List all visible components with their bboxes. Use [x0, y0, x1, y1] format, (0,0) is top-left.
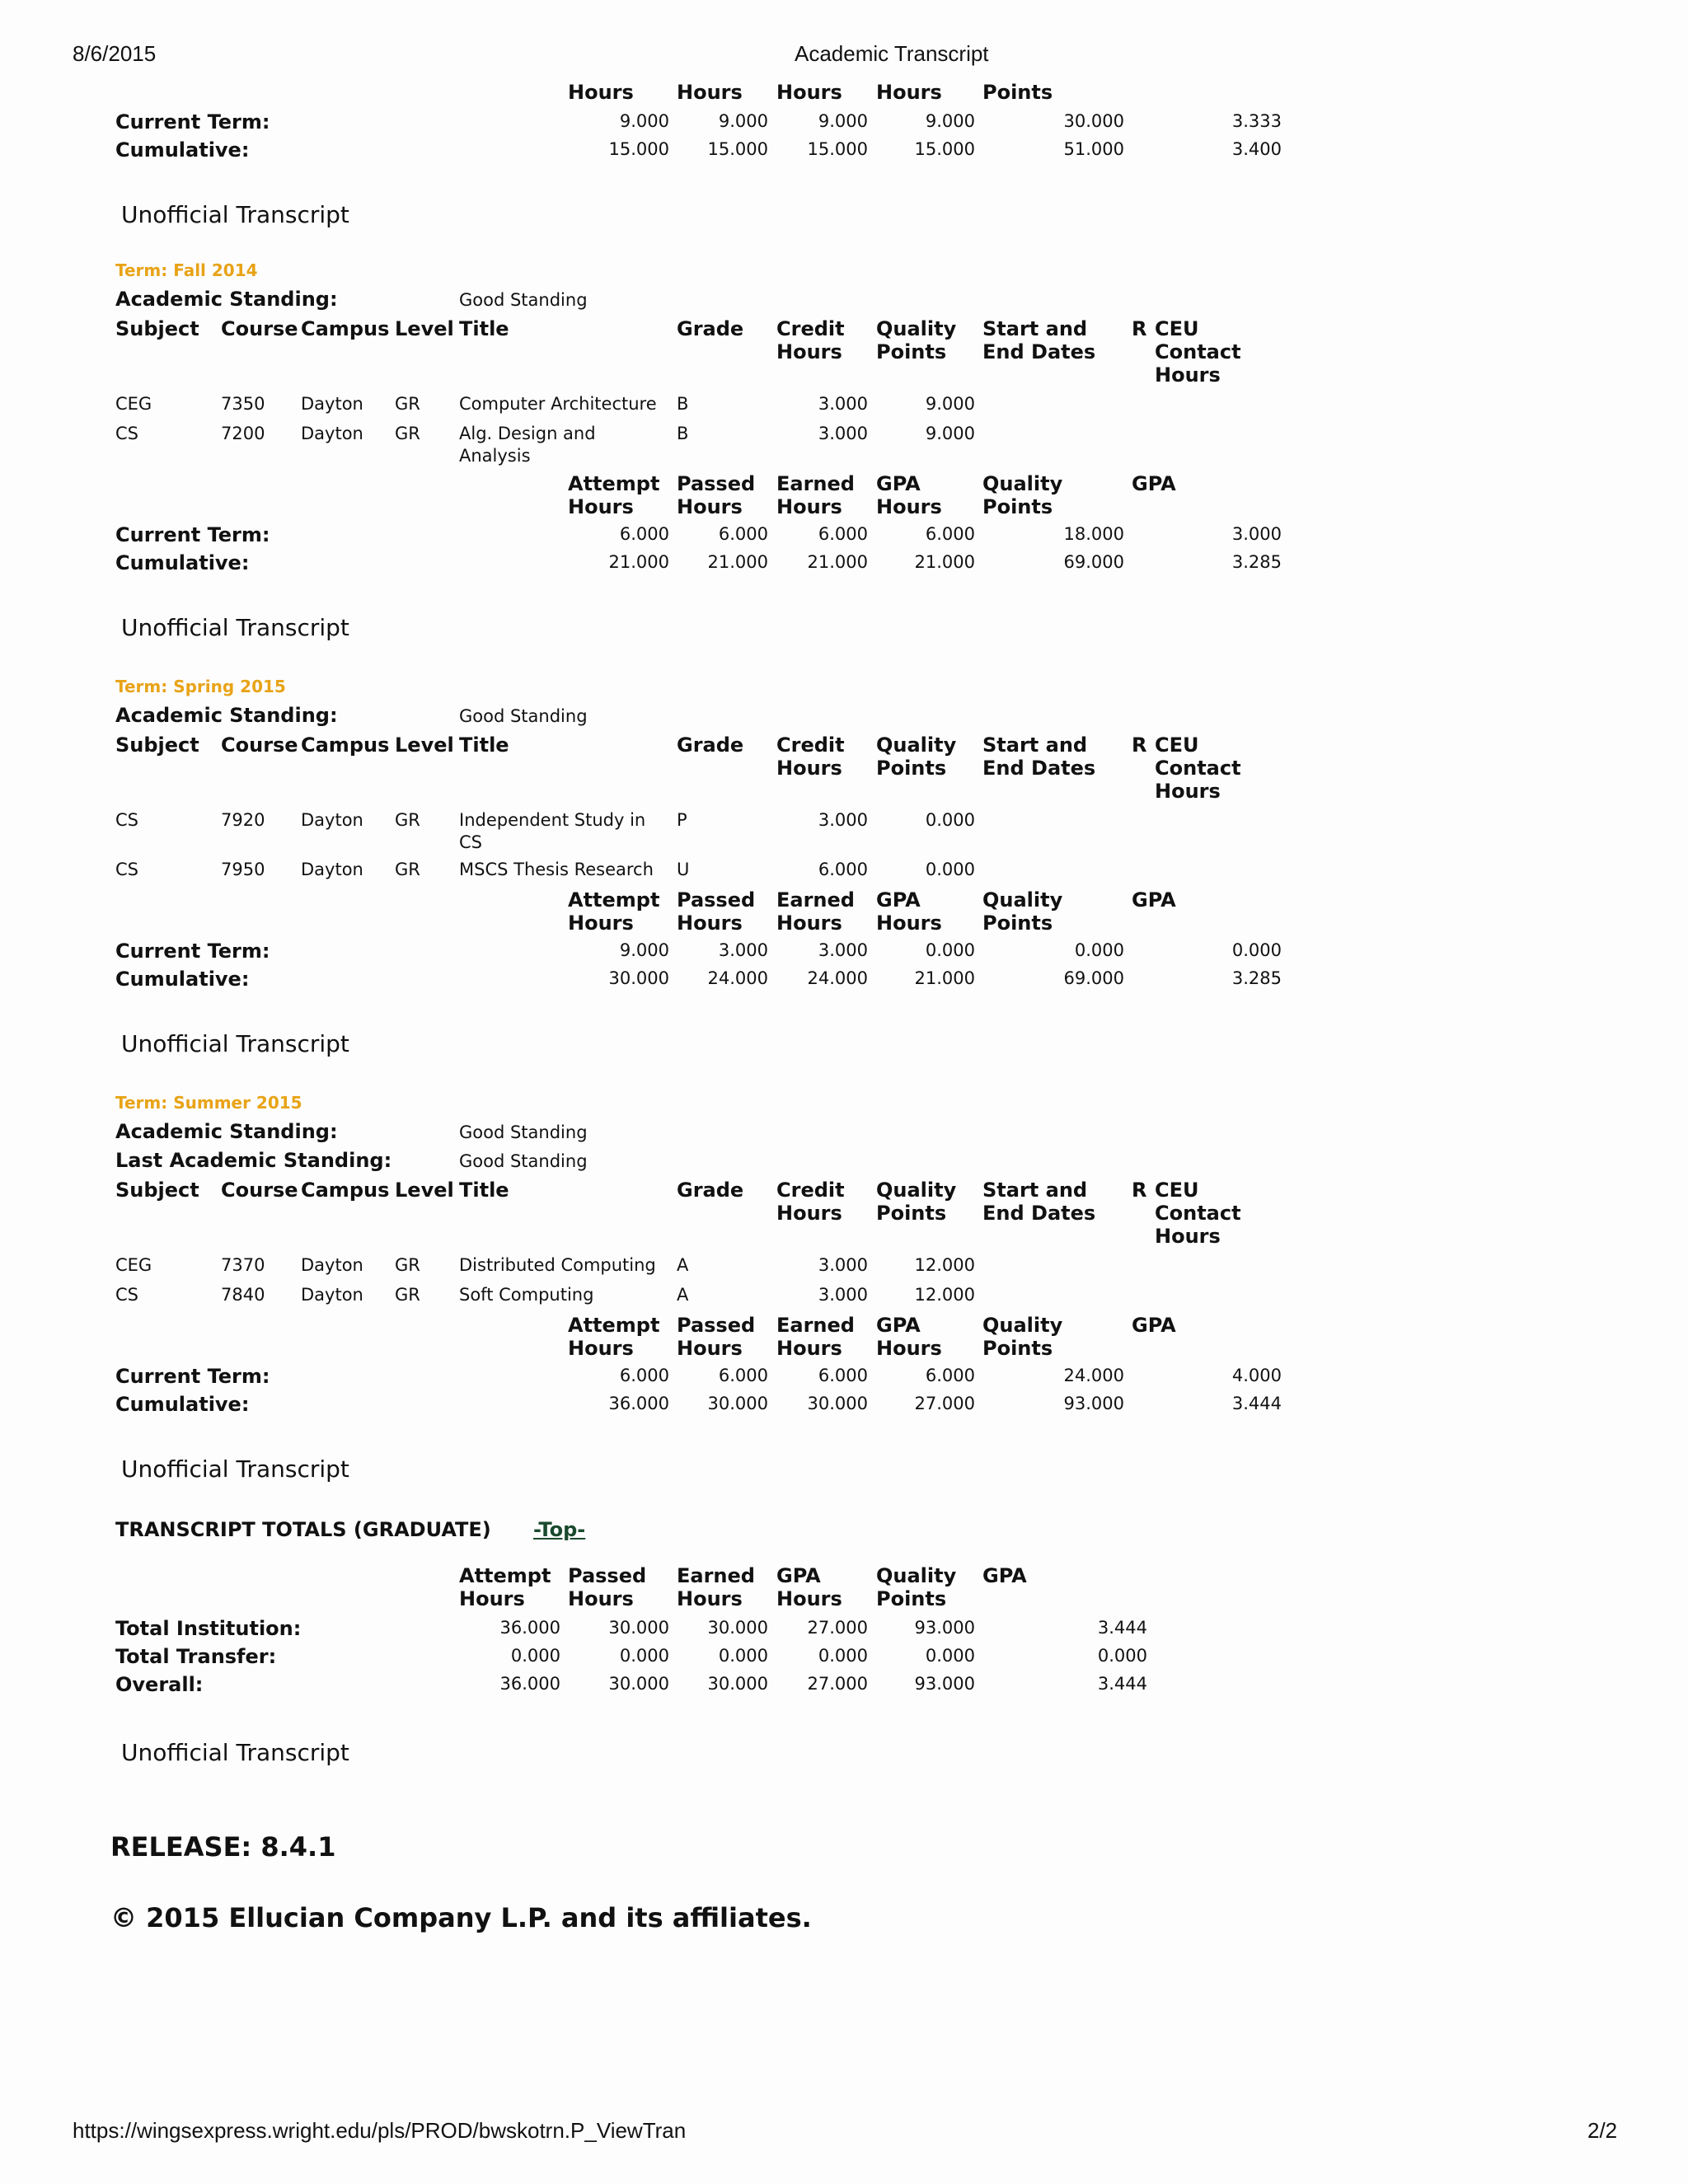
value: 9.000 [718, 111, 768, 131]
col-header-ceu-contact-hours: CEU Contact Hours [1155, 317, 1241, 387]
col-header-subject: Subject [115, 1179, 199, 1202]
current-term-value: 6.000 [925, 1366, 975, 1385]
col-header-course: Course [221, 1179, 298, 1202]
totals-row-value: 0.000 [718, 1646, 768, 1666]
course-subject: CEG [115, 1255, 152, 1275]
totals-row-value: 30.000 [608, 1618, 669, 1638]
unofficial-transcript-label: Unofficial Transcript [121, 614, 349, 641]
summary-header: Passed Hours [677, 472, 756, 518]
current-term-label: Current Term: [115, 940, 270, 963]
course-subject: CEG [115, 394, 152, 414]
summary-header: Points [982, 81, 1053, 104]
cumulative-value: 27.000 [914, 1394, 975, 1413]
course-quality-points: 0.000 [925, 810, 975, 830]
col-header-credit-hours: Credit Hours [776, 733, 845, 780]
academic-standing-value: Good Standing [459, 1122, 588, 1142]
cumulative-value: 21.000 [914, 552, 975, 572]
summary-header: Attempt Hours [568, 888, 660, 935]
col-header-start-end-dates: Start and End Dates [982, 317, 1096, 363]
current-term-value: 0.000 [1074, 940, 1124, 960]
course-credit-hours: 3.000 [818, 810, 868, 830]
cumulative-value: 69.000 [1063, 552, 1124, 572]
course-number: 7950 [221, 860, 265, 879]
summary-header: GPA [1132, 1314, 1176, 1337]
current-term-value: 0.000 [925, 940, 975, 960]
current-term-value: 0.000 [1231, 940, 1282, 960]
course-campus: Dayton [301, 394, 363, 414]
col-header-level: Level [395, 317, 454, 340]
summary-header: GPA [1132, 472, 1176, 495]
summary-header: Quality Points [876, 1564, 957, 1610]
current-term-value: 6.000 [925, 524, 975, 544]
cumulative-value: 24.000 [707, 968, 768, 988]
col-header-level: Level [395, 733, 454, 757]
last-academic-standing-label: Last Academic Standing: [115, 1149, 392, 1172]
col-header-subject: Subject [115, 317, 199, 340]
cumulative-label: Cumulative: [115, 968, 250, 991]
summary-header: GPA Hours [876, 472, 942, 518]
current-term-value: 6.000 [619, 524, 669, 544]
summary-header: GPA [1132, 888, 1176, 912]
summary-header: GPA Hours [776, 1564, 842, 1610]
academic-standing-value: Good Standing [459, 290, 588, 310]
current-term-label: Current Term: [115, 110, 270, 134]
current-term-value: 18.000 [1063, 524, 1124, 544]
cumulative-value: 21.000 [707, 552, 768, 572]
col-header-title: Title [459, 317, 509, 340]
totals-row-value: 27.000 [807, 1618, 868, 1638]
course-title: MSCS Thesis Research [459, 860, 654, 879]
col-header-title: Title [459, 1179, 509, 1202]
summary-header: Hours [677, 81, 743, 104]
cumulative-value: 36.000 [608, 1394, 669, 1413]
term-heading: Term: Spring 2015 [115, 677, 286, 696]
col-header-quality-points: Quality Points [876, 733, 957, 780]
current-term-label: Current Term: [115, 1365, 270, 1388]
page-url: https://wingsexpress.wright.edu/pls/PROD/bwskotrn.P_ViewTran [73, 2118, 687, 2143]
summary-header: GPA Hours [876, 888, 942, 935]
cumulative-value: 3.285 [1231, 552, 1282, 572]
cumulative-value: 24.000 [807, 968, 868, 988]
course-campus: Dayton [301, 860, 363, 879]
totals-row-value: 0.000 [619, 1646, 669, 1666]
col-header-subject: Subject [115, 733, 199, 757]
summary-header: Attempt Hours [568, 1314, 660, 1360]
course-title: Soft Computing [459, 1285, 594, 1305]
current-term-value: 6.000 [718, 1366, 768, 1385]
cumulative-value: 21.000 [914, 968, 975, 988]
print-date: 8/6/2015 [73, 41, 157, 66]
course-campus: Dayton [301, 810, 363, 830]
copyright: © 2015 Ellucian Company L.P. and its affiliates. [110, 1902, 812, 1933]
value: 30.000 [1063, 111, 1124, 131]
course-grade: B [677, 394, 689, 414]
value: 9.000 [619, 111, 669, 131]
unofficial-transcript-label: Unofficial Transcript [121, 1030, 349, 1057]
totals-row-value: 0.000 [925, 1646, 975, 1666]
col-header-campus: Campus [301, 317, 390, 340]
current-term-label: Current Term: [115, 523, 270, 546]
value: 15.000 [914, 139, 975, 159]
course-number: 7370 [221, 1255, 265, 1275]
course-grade: U [677, 860, 690, 879]
current-term-value: 3.000 [718, 940, 768, 960]
col-header-grade: Grade [677, 1179, 744, 1202]
value: 3.333 [1231, 111, 1282, 131]
totals-row-value: 30.000 [608, 1674, 669, 1694]
totals-row-value: 27.000 [807, 1674, 868, 1694]
col-header-credit-hours: Credit Hours [776, 317, 845, 363]
cumulative-value: 30.000 [707, 1394, 768, 1413]
current-term-value: 6.000 [718, 524, 768, 544]
cumulative-value: 3.285 [1231, 968, 1282, 988]
summary-header: Quality Points [982, 472, 1063, 518]
course-credit-hours: 3.000 [818, 424, 868, 443]
cumulative-value: 30.000 [608, 968, 669, 988]
course-number: 7350 [221, 394, 265, 414]
cumulative-value: 93.000 [1063, 1394, 1124, 1413]
course-title: Independent Study in CS [459, 810, 646, 852]
cumulative-value: 30.000 [807, 1394, 868, 1413]
course-level: GR [395, 860, 420, 879]
summary-header: Earned Hours [677, 1564, 755, 1610]
summary-header: Hours [876, 81, 942, 104]
summary-header: Earned Hours [776, 888, 855, 935]
summary-header: GPA Hours [876, 1314, 942, 1360]
course-quality-points: 0.000 [925, 860, 975, 879]
col-header-grade: Grade [677, 733, 744, 757]
course-grade: B [677, 424, 689, 443]
course-number: 7200 [221, 424, 265, 443]
course-subject: CS [115, 424, 138, 443]
current-term-value: 6.000 [818, 524, 868, 544]
course-level: GR [395, 1255, 420, 1275]
course-title: Computer Architecture [459, 394, 657, 414]
col-header-credit-hours: Credit Hours [776, 1179, 845, 1225]
summary-header: Earned Hours [776, 1314, 855, 1360]
totals-row-label: Total Institution: [115, 1617, 302, 1640]
current-term-value: 9.000 [619, 940, 669, 960]
course-quality-points: 9.000 [925, 424, 975, 443]
course-title: Distributed Computing [459, 1255, 656, 1275]
current-term-value: 6.000 [818, 1366, 868, 1385]
course-grade: P [677, 810, 687, 830]
value: 9.000 [818, 111, 868, 131]
course-quality-points: 12.000 [914, 1255, 975, 1275]
page-title: Academic Transcript [795, 41, 989, 66]
col-header-title: Title [459, 733, 509, 757]
course-level: GR [395, 1285, 420, 1305]
totals-row-value: 0.000 [818, 1646, 868, 1666]
value: 15.000 [707, 139, 768, 159]
value: 15.000 [608, 139, 669, 159]
totals-row-value: 30.000 [707, 1618, 768, 1638]
totals-row-value: 0.000 [510, 1646, 560, 1666]
value: 51.000 [1063, 139, 1124, 159]
col-header-r: R [1132, 317, 1147, 340]
cumulative-value: 69.000 [1063, 968, 1124, 988]
term-heading: Term: Summer 2015 [115, 1093, 302, 1113]
col-header-quality-points: Quality Points [876, 1179, 957, 1225]
summary-header: Passed Hours [677, 888, 756, 935]
col-header-campus: Campus [301, 733, 390, 757]
cumulative-label: Cumulative: [115, 1393, 250, 1416]
unofficial-transcript-label: Unofficial Transcript [121, 1455, 349, 1483]
summary-header: Attempt Hours [568, 472, 660, 518]
course-credit-hours: 3.000 [818, 1285, 868, 1305]
summary-header: Passed Hours [677, 1314, 756, 1360]
totals-row-value: 30.000 [707, 1674, 768, 1694]
cumulative-label: Cumulative: [115, 551, 250, 574]
totals-row-value: 36.000 [499, 1674, 560, 1694]
col-header-start-end-dates: Start and End Dates [982, 733, 1096, 780]
course-credit-hours: 6.000 [818, 860, 868, 879]
course-subject: CS [115, 860, 138, 879]
col-header-ceu-contact-hours: CEU Contact Hours [1155, 733, 1241, 803]
term-heading: Term: Fall 2014 [115, 260, 258, 280]
summary-header: Quality Points [982, 888, 1063, 935]
course-number: 7920 [221, 810, 265, 830]
col-header-start-end-dates: Start and End Dates [982, 1179, 1096, 1225]
academic-standing-label: Academic Standing: [115, 288, 338, 311]
totals-row-label: Overall: [115, 1673, 204, 1696]
current-term-value: 3.000 [1231, 524, 1282, 544]
course-credit-hours: 3.000 [818, 394, 868, 414]
totals-row-value: 3.444 [1097, 1674, 1147, 1694]
col-header-level: Level [395, 1179, 454, 1202]
course-campus: Dayton [301, 1285, 363, 1305]
current-term-value: 4.000 [1231, 1366, 1282, 1385]
summary-header: GPA [982, 1564, 1027, 1587]
course-number: 7840 [221, 1285, 265, 1305]
totals-row-value: 3.444 [1097, 1618, 1147, 1638]
totals-row-value: 93.000 [914, 1674, 975, 1694]
totals-title: TRANSCRIPT TOTALS (GRADUATE) [115, 1518, 491, 1541]
unofficial-transcript-label: Unofficial Transcript [121, 201, 349, 228]
col-header-course: Course [221, 733, 298, 757]
academic-standing-label: Academic Standing: [115, 1120, 338, 1143]
totals-row-value: 0.000 [1097, 1646, 1147, 1666]
course-level: GR [395, 394, 420, 414]
course-quality-points: 12.000 [914, 1285, 975, 1305]
summary-header: Attempt Hours [459, 1564, 551, 1610]
col-header-campus: Campus [301, 1179, 390, 1202]
course-subject: CS [115, 810, 138, 830]
totals-row-value: 36.000 [499, 1618, 560, 1638]
cumulative-label: Cumulative: [115, 138, 250, 162]
summary-header: Hours [776, 81, 842, 104]
course-campus: Dayton [301, 424, 363, 443]
value: 9.000 [925, 111, 975, 131]
value: 3.400 [1231, 139, 1282, 159]
current-term-value: 24.000 [1063, 1366, 1124, 1385]
course-quality-points: 9.000 [925, 394, 975, 414]
release-version: RELEASE: 8.4.1 [110, 1831, 336, 1863]
course-grade: A [677, 1285, 689, 1305]
course-level: GR [395, 424, 420, 443]
value: 15.000 [807, 139, 868, 159]
current-term-value: 3.000 [818, 940, 868, 960]
summary-header: Hours [568, 81, 634, 104]
summary-header: Quality Points [982, 1314, 1063, 1360]
academic-standing-label: Academic Standing: [115, 704, 338, 727]
col-header-ceu-contact-hours: CEU Contact Hours [1155, 1179, 1241, 1248]
course-credit-hours: 3.000 [818, 1255, 868, 1275]
top-link[interactable]: -Top- [533, 1518, 586, 1541]
academic-standing-value: Good Standing [459, 706, 588, 726]
col-header-course: Course [221, 317, 298, 340]
cumulative-value: 21.000 [608, 552, 669, 572]
cumulative-value: 21.000 [807, 552, 868, 572]
col-header-r: R [1132, 733, 1147, 757]
col-header-quality-points: Quality Points [876, 317, 957, 363]
totals-row-label: Total Transfer: [115, 1645, 277, 1668]
page-number: 2/2 [1587, 2118, 1618, 2143]
summary-header: Earned Hours [776, 472, 855, 518]
unofficial-transcript-label: Unofficial Transcript [121, 1739, 349, 1766]
course-campus: Dayton [301, 1255, 363, 1275]
last-academic-standing-value: Good Standing [459, 1151, 588, 1171]
course-level: GR [395, 810, 420, 830]
col-header-grade: Grade [677, 317, 744, 340]
course-title: Alg. Design and Analysis [459, 424, 596, 466]
totals-row-value: 93.000 [914, 1618, 975, 1638]
summary-header: Passed Hours [568, 1564, 647, 1610]
current-term-value: 6.000 [619, 1366, 669, 1385]
cumulative-value: 3.444 [1231, 1394, 1282, 1413]
course-grade: A [677, 1255, 689, 1275]
col-header-r: R [1132, 1179, 1147, 1202]
course-subject: CS [115, 1285, 138, 1305]
